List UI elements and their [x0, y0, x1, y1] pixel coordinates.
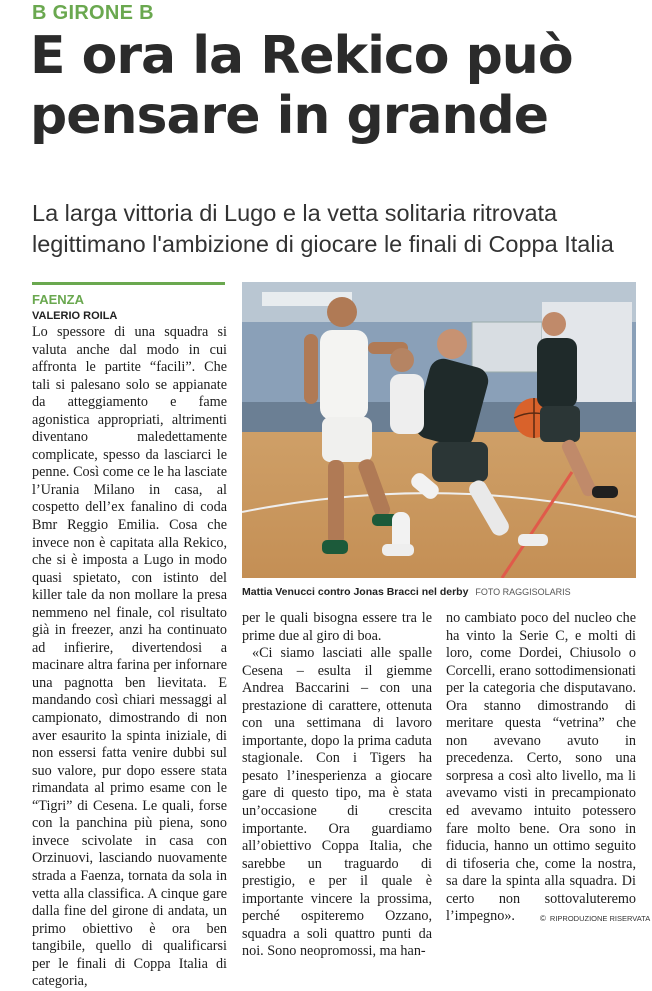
copyright-icon: © — [540, 914, 546, 923]
body-paragraph: per le quali bisogna essere tra le prime due al giro di boa. — [242, 610, 432, 644]
author-byline: VALERIO ROILA — [32, 310, 118, 322]
body-paragraph: no cambiato poco del nucleo che ha vinto la Serie C, e molti di loro, come Dordei, Chiusolo o Corcelli, erano sottodimensionati per la categoria che disputavano. Ora stanno dimostrando di meritare questa “vetrina” che non avevano avuto in precedenza. Certo, sono una sorpresa a così alto livello, ma li avevamo visti in precampionato ed avevamo intuito potessero fare molto bene. Ora sono in fiducia, hanno un ottimo seguito di tifoseria che, come la nostra, sa dare la spinta alla squadra. Di certo non sottovaluteremo l’impegno». — [446, 610, 636, 925]
caption-text: Mattia Venucci contro Jonas Bracci nel derby — [242, 586, 469, 598]
body-paragraph: «Ci siamo lasciati alle spalle Cesena – esulta il giemme Andrea Baccarini – con una prestazione di carattere, ottenuta con una settimana di lavoro importante, dopo la prima caduta stagionale. Con i Tigers ha pesato l’inesperienza a giocare gare di questo tipo, ma è stata un’occasione di crescita importante. Ora guardiamo all’obiettivo Coppa Italia, che sarebbe un traguardo di prestigio, e per il quale è importante vincere la prossima, perché ospiteremo Ozzano, squadra a soli quattro punti da noi. Sono neopromossi, ma han- — [242, 645, 432, 960]
section-kicker: B GIRONE B — [32, 2, 154, 24]
article-column-2 — [242, 610, 432, 961]
article-column-1 — [32, 324, 227, 991]
article-column-3 — [446, 610, 636, 926]
photo-caption — [242, 586, 642, 598]
headline: E ora la Rekico può pensare in grande — [30, 26, 573, 146]
copyright-notice — [540, 914, 650, 923]
subheadline: La larga vittoria di Lugo e la vetta solitaria ritrovata legittimano l'ambizione di giocare le finali di Coppa Italia — [32, 200, 614, 257]
accent-rule — [32, 282, 225, 285]
photo-credit: FOTO RAGGISOLARIS — [475, 587, 571, 597]
dateline: FAENZA — [32, 292, 84, 307]
basketball-photo-illustration — [242, 282, 636, 578]
body-paragraph: Lo spessore di una squadra si valuta anche dal modo in cui affronta le partite “facili”. Che tali si palesano solo se appianate da atteggiamento e fame agonistica appropriati, altrimenti diventano maledettamente complicate, spesso da lasciarci le penne. Così come ce le ha lasciate l’Urania Milano in casa, al cospetto dell’ex fanalino di coda Bmr Reggio Emilia. Cosa che invece non è capitata alla Rekico, che si è imposta a Lugo in modo quasi spietato, con istinto del killer tale da non mollare la presa nemmeno nel finale, col risultato già in freezer, anzi ha continuato ad infierire, divertendosi a macinare altra farina per infornare una pagnotta ben lievitata. E mandando così chiari messaggi al campionato, dimostrando di non aver esaurito la spinta iniziale, di non essersi fatta venire dubbi sul suo valore, pur dopo essere stata rimandata al primo esame con le “Tigri” di Cesena. Le quali, forse con la panchina più piena, sono invece scivolate in casa con Orzinuovi, lasciando nuovamente strada a Faenza, tornata da sola in vetta alla classifica. A cinque gare dalla fine del girone di andata, un primo obiettivo è ora ben tangibile, quello di qualificarsi per le finali di Coppa Italia di categoria, — [32, 324, 227, 990]
rights-text: RIPRODUZIONE RISERVATA — [549, 914, 651, 923]
article-photo — [242, 282, 636, 578]
